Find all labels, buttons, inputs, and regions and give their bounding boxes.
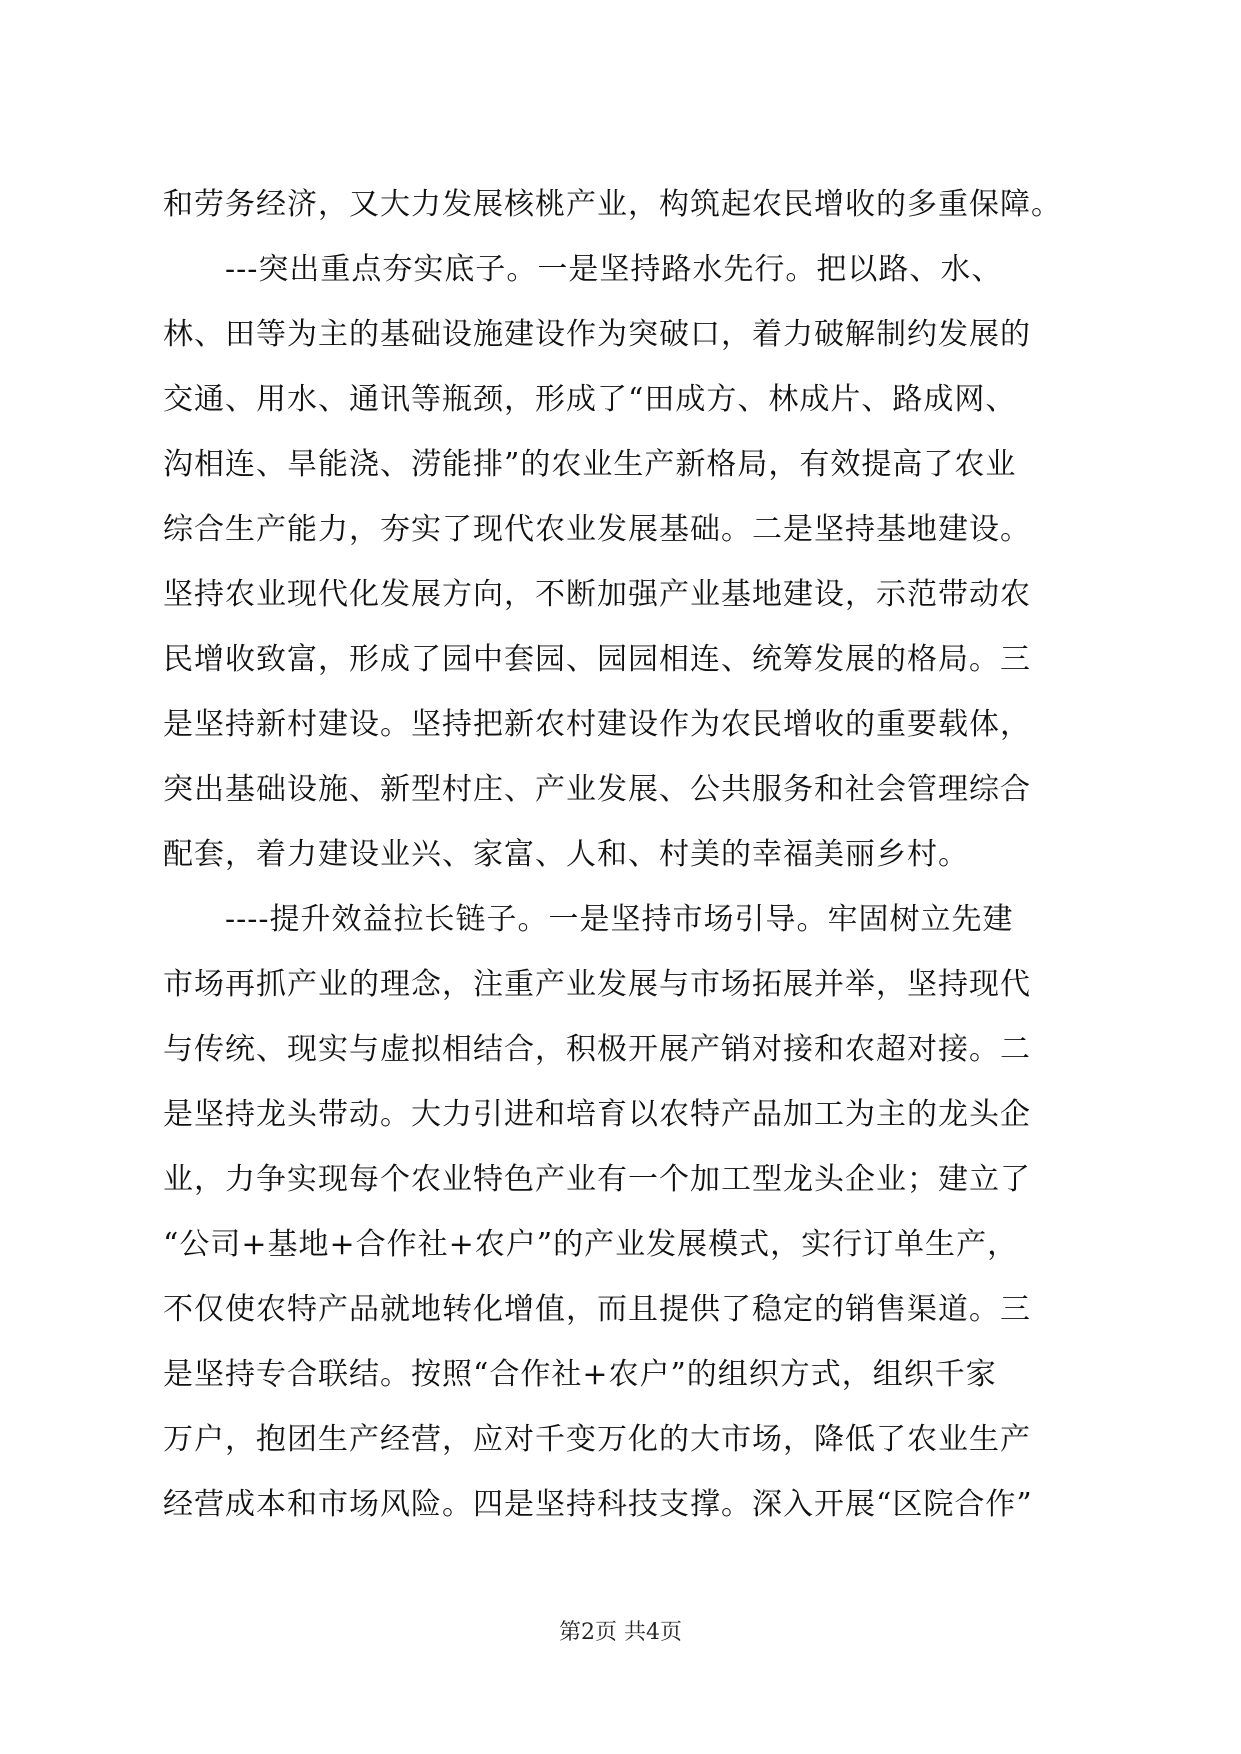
body-text-line: 林、田等为主的基础设施建设作为突破口，着力破解制约发展的 — [163, 317, 1031, 352]
body-text-line: 不仅使农特产品就地转化增值，而且提供了稳定的销售渠道。三 — [163, 1292, 1031, 1327]
body-text-line: 与传统、现实与虚拟相结合，积极开展产销对接和农超对接。二 — [163, 1032, 1031, 1067]
body-text-line: 突出基础设施、新型村庄、产业发展、公共服务和社会管理综合 — [163, 772, 1031, 807]
body-text-line: 和劳务经济，又大力发展核桃产业，构筑起农民增收的多重保障。 — [163, 187, 1062, 222]
page-number-footer: 第2页 共4页 — [559, 1620, 682, 1645]
body-text-line: 是坚持专合联结。按照“合作社+农户”的组织方式，组织千家 — [163, 1357, 997, 1392]
body-text-line: 综合生产能力，夯实了现代农业发展基础。二是坚持基地建设。 — [163, 512, 1031, 547]
body-text-line: “公司+基地+合作社+农户”的产业发展模式，实行订单生产， — [163, 1227, 1019, 1262]
body-text-line: 坚持农业现代化发展方向，不断加强产业基地建设，示范带动农 — [163, 577, 1031, 612]
body-text-line: 业，力争实现每个农业特色产业有一个加工型龙头企业；建立了 — [163, 1162, 1031, 1197]
body-text-line: ----提升效益拉长链子。一是坚持市场引导。牢固树立先建 — [163, 902, 1014, 937]
body-text-line: 交通、用水、通讯等瓶颈，形成了“田成方、林成片、路成网、 — [163, 382, 1017, 417]
body-text-line: 是坚持龙头带动。大力引进和培育以农特产品加工为主的龙头企 — [163, 1097, 1031, 1132]
body-text-line: 经营成本和市场风险。四是坚持科技支撑。深入开展“区院合作” — [163, 1487, 1033, 1522]
body-text-line: 民增收致富，形成了园中套园、园园相连、统筹发展的格局。三 — [163, 642, 1031, 677]
body-text-line: 沟相连、旱能浇、涝能排”的农业生产新格局，有效提高了农业 — [163, 447, 1017, 482]
body-text-line: 是坚持新村建设。坚持把新农村建设作为农民增收的重要载体， — [163, 707, 1031, 742]
body-text-line: 市场再抓产业的理念，注重产业发展与市场拓展并举，坚持现代 — [163, 967, 1031, 1002]
body-text-line: 万户，抱团生产经营，应对千变万化的大市场，降低了农业生产 — [163, 1422, 1031, 1457]
body-text-line: 配套，着力建设业兴、家富、人和、村美的幸福美丽乡村。 — [163, 837, 969, 872]
body-text-line: ---突出重点夯实底子。一是坚持路水先行。把以路、水、 — [163, 252, 1003, 287]
